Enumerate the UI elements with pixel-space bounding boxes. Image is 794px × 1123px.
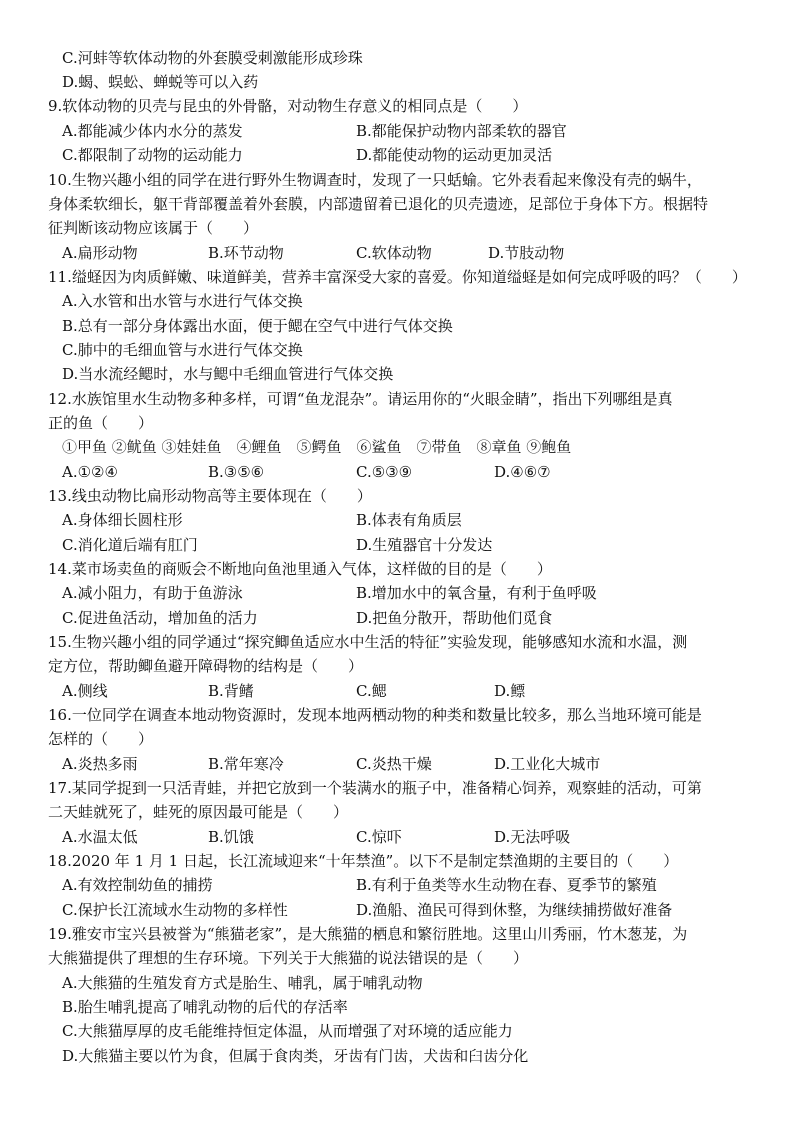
q19-stem-line1: 19.雅安市宝兴县被誉为“熊猫老家”，是大熊猫的栖息和繁衍胜地。这里山川秀丽，竹木葱茏，为	[48, 925, 688, 943]
q15-stem-line1: 15.生物兴趣小组的同学通过“探究鲫鱼适应水中生活的特征”实验发现，能够感知水流和水温，测	[48, 633, 688, 651]
q19-option-a: A.大熊猫的生殖发育方式是胎生、哺乳，属于哺乳动物	[62, 974, 423, 992]
q19-option-d: D.大熊猫主要以竹为食，但属于食肉类，牙齿有门齿，犬齿和臼齿分化	[62, 1047, 529, 1065]
q13-stem: 13.线虫动物比扁形动物高等主要体现在（ ）	[48, 487, 372, 505]
q17-stem-line2: 二天蛙就死了，蛙死的原因最可能是（ ）	[48, 803, 349, 821]
q12-option-c: C.⑤③⑨	[356, 463, 413, 481]
q15-option-c: C.鳃	[356, 682, 387, 700]
q13-option-d: D.生殖器官十分发达	[356, 536, 493, 554]
q10-option-d: D.节肢动物	[488, 244, 565, 262]
q9-option-d: D.都能使动物的运动更加灵活	[356, 146, 553, 164]
q10-option-b: B.环节动物	[208, 244, 284, 262]
q12-option-a: A.①②④	[62, 463, 118, 481]
q10-stem-line1: 10.生物兴趣小组的同学在进行野外生物调查时，发现了一只蛞蝓。它外表看起来像没有壳的蜗牛，	[48, 171, 702, 189]
q18-option-d: D.渔船、渔民可得到休整，为继续捕捞做好准备	[356, 901, 673, 919]
q12-stem-line1: 12.水族馆里水生动物多种多样，可谓“鱼龙混杂”。请运用你的“火眼金睛”，指出下列哪组是真	[48, 390, 673, 408]
q15-stem-line2: 定方位，帮助鲫鱼避开障碍物的结构是（ ）	[48, 657, 364, 675]
q11-option-b: B.总有一部分身体露出水面，便于鳃在空气中进行气体交换	[62, 317, 453, 335]
q17-option-a: A.水温太低	[62, 828, 138, 846]
q19-stem-line2: 大熊猫提供了理想的生存环境。下列关于大熊猫的说法错误的是（ ）	[48, 949, 529, 967]
q16-option-c: C.炎热干燥	[356, 755, 432, 773]
q17-option-d: D.无法呼吸	[494, 828, 571, 846]
q15-option-b: B.背鳍	[208, 682, 254, 700]
q11-option-c: C.肺中的毛细血管与水进行气体交换	[62, 341, 303, 359]
q10-option-c: C.软体动物	[356, 244, 432, 262]
q16-option-d: D.工业化大城市	[494, 755, 601, 773]
q18-option-a: A.有效控制幼鱼的捕捞	[62, 876, 213, 894]
q12-option-b: B.③⑤⑥	[208, 463, 265, 481]
q14-option-d: D.把鱼分散开，帮助他们觅食	[356, 609, 553, 627]
q9-option-b: B.都能保护动物内部柔软的器官	[356, 122, 567, 140]
q11-option-d: D.当水流经鳃时，水与鳃中毛细血管进行气体交换	[62, 365, 394, 383]
q17-stem-line1: 17.某同学捉到一只活青蛙，并把它放到一个装满水的瓶子中，准备精心饲养，观察蛙的活动，可第	[48, 779, 702, 797]
q9-stem: 9.软体动物的贝壳与昆虫的外骨骼，对动物生存意义的相同点是（ ）	[48, 97, 528, 115]
q10-stem-line2: 身体柔软细长，躯干背部覆盖着外套膜，内部遗留着已退化的贝壳遗迹，足部位于身体下方。根据特	[48, 195, 709, 213]
q14-stem: 14.菜市场卖鱼的商贩会不断地向鱼池里通入气体，这样做的目的是（ ）	[48, 560, 552, 578]
q15-option-a: A.侧线	[62, 682, 108, 700]
q16-stem-line1: 16.一位同学在调查本地动物资源时，发现本地两栖动物的种类和数量比较多，那么当地环境可能是	[48, 706, 702, 724]
q10-option-a: A.扁形动物	[62, 244, 138, 262]
q19-option-b: B.胎生哺乳提高了哺乳动物的后代的存活率	[62, 998, 348, 1016]
q16-option-a: A.炎热多雨	[62, 755, 138, 773]
q11-stem: 11.缢蛏因为肉质鲜嫩、味道鲜美，营养丰富深受大家的喜爱。你知道缢蛏是如何完成呼吸的吗？（ ）	[48, 268, 747, 286]
q16-stem-line2: 怎样的（ ）	[48, 730, 154, 748]
q13-option-b: B.体表有角质层	[356, 511, 462, 529]
q14-option-c: C.促进鱼活动，增加鱼的活力	[62, 609, 258, 627]
q16-option-b: B.常年寒冷	[208, 755, 284, 773]
pre-option-d: D.蝎、蜈蚣、蝉蜕等可以入药	[62, 73, 259, 91]
pre-option-c: C.河蚌等软体动物的外套膜受刺激能形成珍珠	[62, 49, 363, 67]
q14-option-a: A.减小阻力，有助于鱼游泳	[62, 584, 243, 602]
q12-option-d: D.④⑥⑦	[494, 463, 551, 481]
q13-option-c: C.消化道后端有肛门	[62, 536, 198, 554]
q19-option-c: C.大熊猫厚厚的皮毛能维持恒定体温，从而增强了对环境的适应能力	[62, 1022, 513, 1040]
q13-option-a: A.身体细长圆柱形	[62, 511, 183, 529]
q9-option-a: A.都能减少体内水分的蒸发	[62, 122, 243, 140]
q12-item-list: ①甲鱼 ②鱿鱼 ③娃娃鱼 ④鲤鱼 ⑤鳄鱼 ⑥鲨鱼 ⑦带鱼 ⑧章鱼 ⑨鲍鱼	[62, 438, 572, 456]
q17-option-c: C.惊吓	[356, 828, 402, 846]
q10-stem-line3: 征判断该动物应该属于（ ）	[48, 219, 259, 237]
q9-option-c: C.都限制了动物的运动能力	[62, 146, 243, 164]
q14-option-b: B.增加水中的氧含量，有利于鱼呼吸	[356, 584, 597, 602]
q12-stem-line2: 正的鱼（ ）	[48, 414, 154, 432]
q11-option-a: A.入水管和出水管与水进行气体交换	[62, 292, 303, 310]
q18-stem: 18.2020 年 1 月 1 日起，长江流域迎来“十年禁渔”。以下不是制定禁渔期的主要目的（ ）	[48, 852, 679, 870]
q17-option-b: B.饥饿	[208, 828, 254, 846]
q15-option-d: D.鳔	[494, 682, 526, 700]
q18-option-c: C.保护长江流域水生动物的多样性	[62, 901, 288, 919]
q18-option-b: B.有利于鱼类等水生动物在春、夏季节的繁殖	[356, 876, 657, 894]
